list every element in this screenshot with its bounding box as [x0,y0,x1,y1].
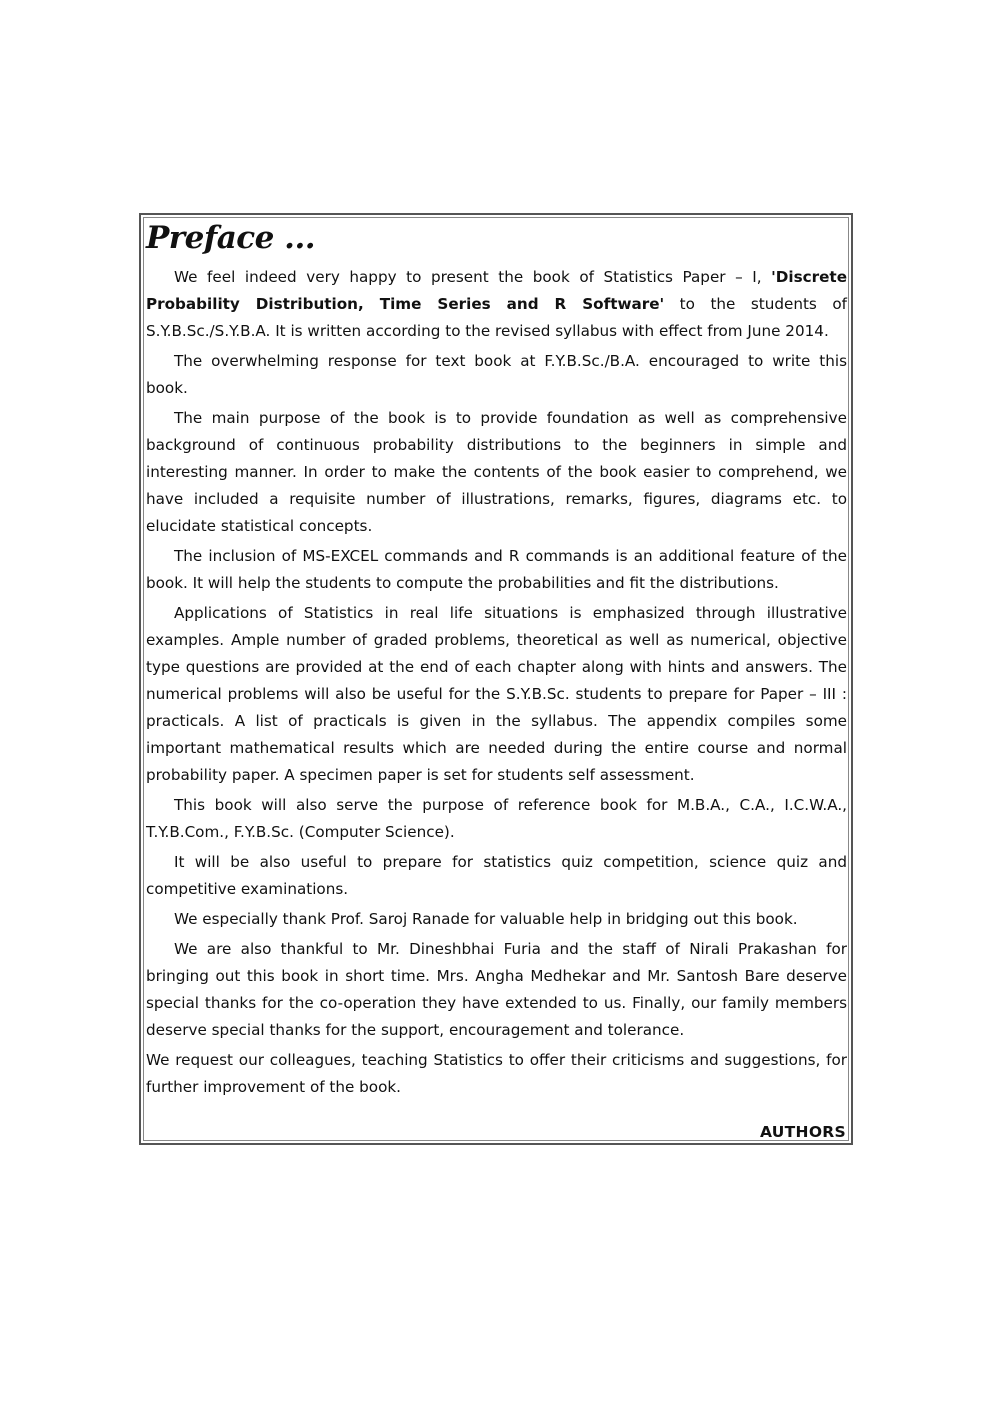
paragraph-purpose: The main purpose of the book is to provide foundation as well as comprehensive background of continuous probability distributions to the beginners in simple and interesting manner. In order to make the contents of the book easier to comprehend, we have included a requisite number of illustrations, remarks, figures, diagrams etc. to elucidate statistical concepts. [146,409,847,535]
paragraph-intro [146,264,847,345]
paragraph-thanks-publisher: We are also thankful to Mr. Dineshbhai Furia and the staff of Nirali Prakashan for bringing out this book in short time. Mrs. Angha Medhekar and Mr. Santosh Bare deserve special thanks for the co-operation they have extended to us. Finally, our family members deserve special thanks for the support, encouragement and tolerance. [146,940,847,1039]
paragraph-commands: The inclusion of MS-EXCEL commands and R commands is an additional feature of the book. It will help the students to compute the probabilities and fit the distributions. [146,547,847,592]
paragraph-thanks-ranade: We especially thank Prof. Saroj Ranade for valuable help in bridging out this book. [174,910,798,928]
preface-title: Preface ... [146,220,316,256]
paragraph-request: We request our colleagues, teaching Statistics to offer their criticisms and suggestions, for further improvement of the book. [146,1051,847,1096]
intro-text-end: to the students of S.Y.B.Sc./S.Y.B.A. It is written according to the revised syllabus with effect from June 2014. [146,295,847,340]
paragraph-reference: This book will also serve the purpose of reference book for M.B.A., C.A., I.C.W.A., T.Y.B.Com., F.Y.B.Sc. (Computer Science). [146,796,847,841]
paragraph-response: The overwhelming response for text book at F.Y.B.Sc./B.A. encouraged to write this book. [146,352,847,397]
intro-text-start: We feel indeed very happy to present the book of Statistics Paper – I, [174,268,772,286]
authors-signature: AUTHORS [759,1123,846,1141]
preface-body [146,264,847,1104]
paragraph-quiz: It will be also useful to prepare for statistics quiz competition, science quiz and competitive examinations. [146,853,847,898]
book-title: 'Discrete Probability Distribution, Time Series and R Software' [146,268,847,313]
paragraph-applications: Applications of Statistics in real life situations is emphasized through illustrative examples. Ample number of graded problems, theoretical as well as numerical, objective type questions are provided at the end of each chapter along with hints and answers. The numerical problems will also be useful for the S.Y.B.Sc. students to prepare for Paper – III : practicals. A list of practicals is given in the syllabus. The appendix compiles some important mathematical results which are needed during the entire course and normal probability paper. A specimen paper is set for students self assessment. [146,604,847,784]
